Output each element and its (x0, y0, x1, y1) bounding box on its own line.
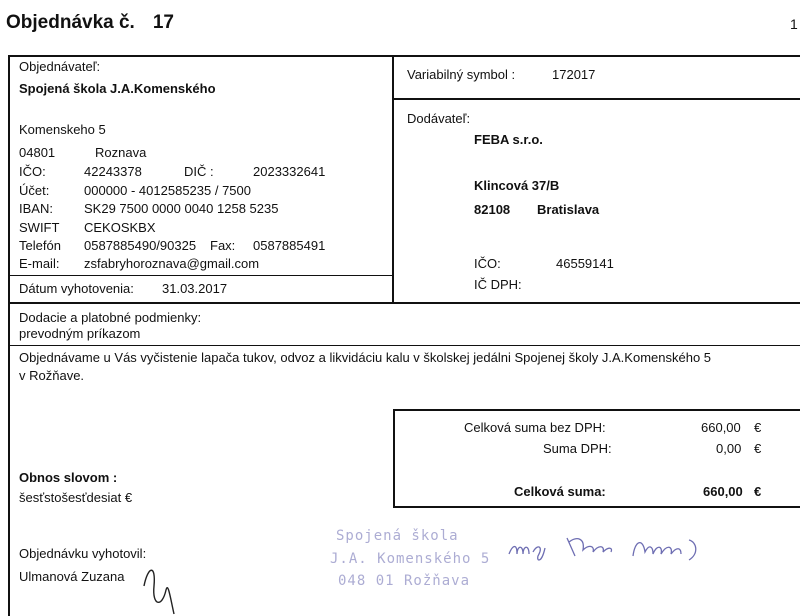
net-total-currency: € (754, 420, 762, 435)
grand-total-label: Celková suma: (514, 484, 606, 499)
in-words-label: Obnos slovom : (19, 470, 118, 485)
buyer-email-label: E-mail: (19, 256, 60, 271)
buyer-swift: CEKOSKBX (84, 220, 156, 235)
supplier-city: Bratislava (537, 202, 600, 217)
buyer-iban: SK29 7500 0000 0040 1258 5235 (84, 201, 279, 216)
buyer-city: Roznava (95, 145, 147, 160)
supplier-ico: 46559141 (556, 256, 614, 271)
buyer-account-label: Účet: (19, 183, 50, 198)
buyer-fax: 0587885491 (253, 238, 326, 253)
net-total-label: Celková suma bez DPH: (464, 420, 606, 435)
grand-total-currency: € (754, 484, 762, 499)
totals-box-left (393, 409, 395, 508)
order-number: 17 (152, 12, 174, 33)
variable-symbol-value: 172017 (552, 67, 596, 82)
terms-value: prevodným príkazom (19, 326, 141, 341)
stamp-line-3: 048 01 Rožňava (338, 573, 471, 589)
page-title (6, 12, 174, 34)
frame-left-line (8, 55, 10, 616)
issuer-signature (140, 556, 180, 616)
buyer-name: Spojená škola J.A.Komenského (19, 81, 216, 96)
totals-box-bottom (393, 506, 800, 508)
vs-bottom-line (392, 98, 800, 100)
grand-total-value: 660,00 (703, 484, 743, 499)
section-line-2 (8, 345, 800, 346)
buyer-dic-label: DIČ : (184, 164, 214, 179)
buyer-label: Objednávateľ: (19, 59, 101, 74)
buyer-phone: 0587885490/90325 (84, 238, 197, 253)
frame-top-line (8, 55, 800, 57)
in-words-value: šesťstošesťdesiat € (19, 490, 133, 505)
description-line-2: v Rožňave. (19, 368, 85, 383)
totals-box-top (393, 409, 800, 411)
net-total-value: 660,00 (701, 420, 741, 435)
handwritten-signature (505, 526, 705, 576)
date-label: Dátum vyhotovenia: (19, 281, 134, 296)
vat-currency: € (754, 441, 762, 456)
variable-symbol-label: Variabilný symbol : (407, 67, 516, 82)
buyer-zip: 04801 (19, 145, 56, 160)
vat-value: 0,00 (716, 441, 742, 456)
stamp-line-2: J.A. Komenského 5 (330, 551, 491, 567)
date-value: 31.03.2017 (162, 281, 228, 296)
supplier-ico-label: IČO: (474, 256, 501, 271)
vat-label: Suma DPH: (543, 441, 612, 456)
buyer-phone-label: Telefón (19, 238, 61, 253)
page-number: 1 (790, 16, 798, 32)
issued-by-label: Objednávku vyhotovil: (19, 546, 147, 561)
supplier-icdph-label: IČ DPH: (474, 277, 522, 292)
supplier-street: Klincová 37/B (474, 178, 560, 193)
description-line-1: Objednávame u Vás vyčistenie lapača tukov, odvoz a likvidáciu kalu v školskej jedálni Spojenej školy J.A.Komenského 5 (19, 350, 712, 365)
supplier-label: Dodávateľ: (407, 111, 471, 126)
buyer-ico: 42243378 (84, 164, 142, 179)
date-top-line (8, 275, 394, 276)
buyer-street: Komenskeho 5 (19, 122, 106, 137)
buyer-email: zsfabryhoroznava@gmail.com (84, 256, 260, 271)
buyer-iban-label: IBAN: (19, 201, 53, 216)
stamp-line-1: Spojená škola (336, 528, 459, 544)
title-label: Objednávka č. (6, 12, 135, 33)
buyer-fax-label: Fax: (210, 238, 236, 253)
issued-by-name: Ulmanová Zuzana (19, 569, 125, 584)
supplier-zip: 82108 (474, 202, 511, 217)
buyer-dic: 2023332641 (253, 164, 326, 179)
buyer-swift-label: SWIFT (19, 220, 60, 235)
buyer-account: 000000 - 4012585235 / 7500 (84, 183, 251, 198)
buyer-ico-label: IČO: (19, 164, 46, 179)
supplier-name: FEBA s.r.o. (474, 132, 543, 147)
terms-label: Dodacie a platobné podmienky: (19, 310, 202, 325)
buyer-right-line (392, 55, 394, 303)
section-line-1 (8, 302, 800, 304)
